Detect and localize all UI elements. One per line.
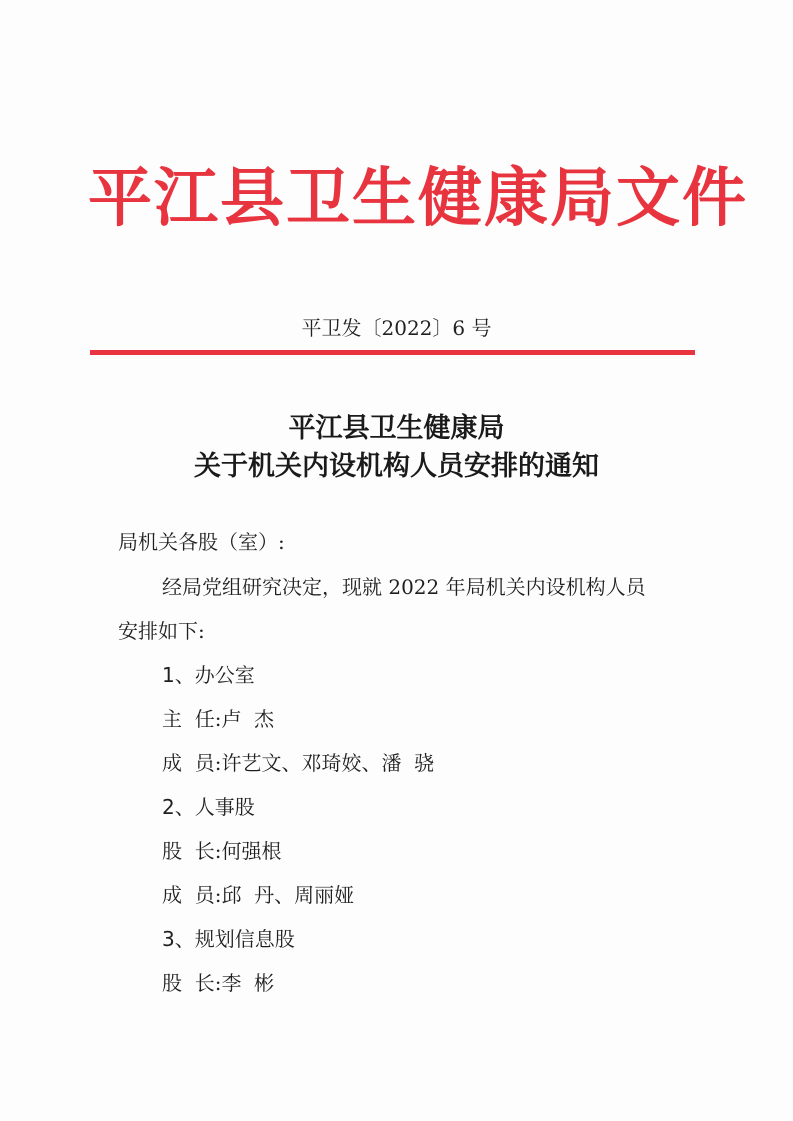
- role-label: 股 长:: [162, 839, 222, 863]
- red-divider-line: [90, 350, 695, 355]
- roster-row: [162, 880, 354, 910]
- roster-row: [162, 704, 274, 734]
- role-label: 主 任:: [162, 707, 222, 731]
- role-label: 股 长:: [162, 971, 222, 995]
- roster-row: [162, 748, 434, 778]
- issuer-title: 平江县卫生健康局文件: [88, 161, 748, 236]
- roster-row: [162, 836, 281, 866]
- roster-row: [162, 968, 274, 998]
- person-names: 何强根: [221, 839, 282, 863]
- intro-paragraph-line-2: 安排如下:: [118, 619, 205, 643]
- person-names: 卢 杰: [221, 707, 275, 731]
- salutation: 局机关各股（室）:: [118, 530, 285, 554]
- section-heading-personnel: 2、人事股: [162, 795, 255, 819]
- person-names: 邱 丹、周丽娅: [221, 883, 355, 907]
- role-label: 成 员:: [162, 751, 222, 775]
- intro-paragraph-line-1: 经局党组研究决定，现就 2022 年局机关内设机构人员: [162, 575, 646, 599]
- document-number: 平卫发〔2022〕6 号: [301, 316, 492, 340]
- notice-title-line-1: 平江县卫生健康局: [288, 413, 505, 444]
- role-label: 成 员:: [162, 883, 222, 907]
- section-heading-planning-info: 3、规划信息股: [162, 927, 295, 951]
- person-names: 许艺文、邓琦姣、潘 骁: [221, 751, 435, 775]
- notice-title-line-2: 关于机关内设机构人员安排的通知: [194, 451, 599, 482]
- person-names: 李 彬: [221, 971, 275, 995]
- section-heading-office: 1、办公室: [162, 663, 255, 687]
